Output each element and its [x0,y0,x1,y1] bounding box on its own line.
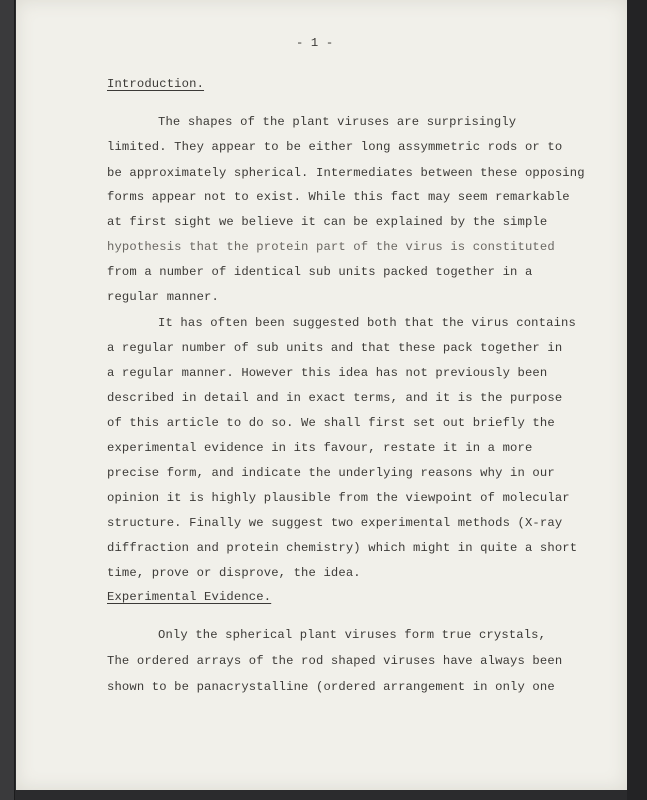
intro-line: at first sight we believe it can be explained by the simple [107,215,548,229]
experimental-evidence-heading: Experimental Evidence. [107,590,272,604]
intro-line: regular manner. [107,290,219,304]
intro-line: It has often been suggested both that the virus contains [158,316,576,330]
intro-line: hypothesis that the protein part of the virus is constituted [107,240,555,254]
scan-left-border [0,0,15,800]
intro-line: The shapes of the plant viruses are surprisingly [158,115,517,129]
intro-line: forms appear not to exist. While this fact may seem remarkable [107,190,570,204]
intro-line: be approximately spherical. Intermediates between these opposing [107,166,585,180]
intro-line: of this article to do so. We shall first set out briefly the [107,416,555,430]
intro-line: experimental evidence in its favour, restate it in a more [107,441,533,455]
evidence-line: Only the spherical plant viruses form true crystals, [158,628,547,642]
intro-line: opinion it is highly plausible from the viewpoint of molecular [107,491,570,505]
intro-line: from a number of identical sub units packed together in a [107,265,533,279]
scan-right-border [627,0,647,800]
evidence-line: shown to be panacrystalline (ordered arrangement in only one [107,680,555,694]
intro-line: precise form, and indicate the underlying reasons why in our [107,466,555,480]
evidence-line: The ordered arrays of the rod shaped viruses have always been [107,654,563,668]
intro-line: a regular manner. However this idea has not previously been [107,366,548,380]
page-number: - 1 - [296,36,334,50]
intro-line: limited. They appear to be either long assymmetric rods or to [107,140,563,154]
intro-line: diffraction and protein chemistry) which might in quite a short [107,541,578,555]
intro-line: structure. Finally we suggest two experimental methods (X-ray [107,516,563,530]
intro-line: time, prove or disprove, the idea. [107,566,361,580]
introduction-heading: Introduction. [107,77,205,91]
intro-line: described in detail and in exact terms, and it is the purpose [107,391,563,405]
intro-line: a regular number of sub units and that these pack together in [107,341,563,355]
